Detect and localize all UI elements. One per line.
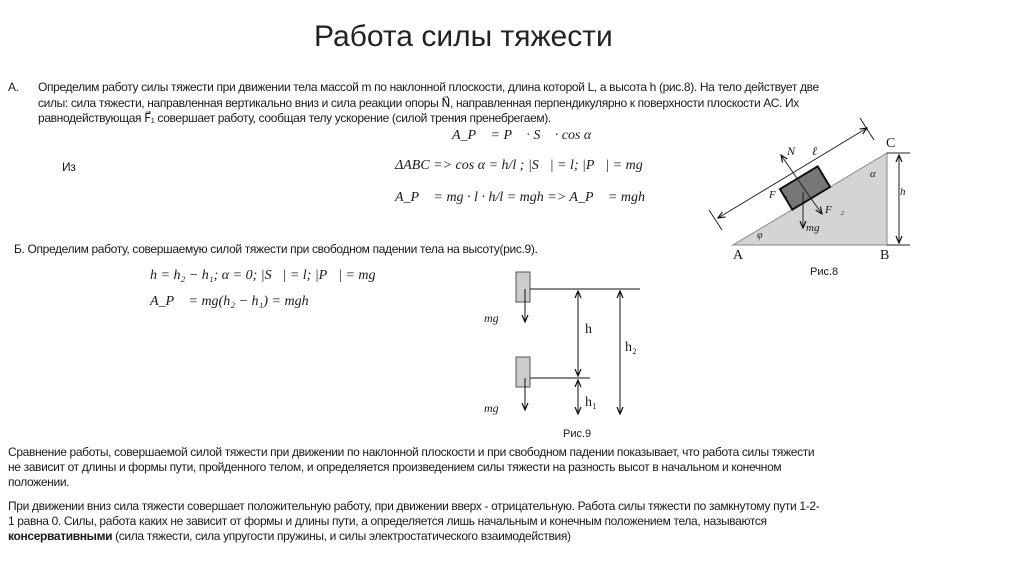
block-bottom bbox=[516, 357, 530, 387]
label-f1: F⃗₁ bbox=[769, 189, 789, 201]
fig9-caption: Рис.9 bbox=[563, 428, 592, 440]
formula: h = h₂ − h₁; α = 0; |S⃗| = l; |P⃗| = mg bbox=[150, 268, 376, 283]
fig8-caption: Рис.8 bbox=[810, 266, 839, 278]
formula: A_P⃗ = mg(h₂ − h₁) = mgh bbox=[150, 294, 309, 309]
from-label: Из bbox=[62, 160, 76, 174]
label-a: A bbox=[733, 248, 744, 263]
section-a-line: равнодействующая F⃗₁ совершает работу, сообщая телу ускорение (силой трения пренебрегаем). bbox=[38, 111, 551, 125]
section-b-text: Б. Определим работу, совершаемую силой тяжести при свободном падении тела на высоту(рис.9). bbox=[14, 242, 538, 256]
label-f2: F⃗₂ bbox=[825, 204, 845, 216]
conservative-term: консервативными bbox=[8, 529, 113, 543]
label-c: C bbox=[886, 136, 896, 151]
label-h-fig9: h bbox=[585, 322, 592, 337]
conclusion-line: При движении вниз сила тяжести совершает положительную работу, при движении вверх - отрицательную. Работа силы тяжести по замкнутому пути 1-2- bbox=[8, 499, 820, 513]
label-b: B bbox=[880, 248, 890, 263]
conclusion-line: не зависит от длины и формы пути, пройденного телом, и определяется произведением силы тяжести на разность высот в начальном и конечном bbox=[8, 460, 782, 474]
section-a-marker: А. bbox=[8, 80, 19, 94]
formula: ΔABC => cos α = h/l ; |S⃗| = l; |P⃗| = mg bbox=[395, 158, 643, 173]
formula: A_P⃗ = mg · l · h/l = mgh => A_P⃗ = mgh bbox=[395, 190, 645, 205]
label-mg-top: mg⃗ bbox=[484, 311, 508, 325]
label-alpha: α bbox=[870, 168, 876, 180]
section-a-line: Определим работу силы тяжести при движении тела массой m по наклонной плоскости, длина которой L, а высота h (рис.8). На тело действует две bbox=[38, 80, 819, 94]
label-phi: φ bbox=[757, 230, 763, 241]
page-title: Работа силы тяжести bbox=[314, 20, 613, 53]
conclusion-line: 1 равна 0. Силы, работа каких не зависит от формы и длины пути, а определяется лишь начальным и конечным положением тела, называются bbox=[8, 514, 767, 528]
label-mg: mg⃗ bbox=[806, 222, 828, 234]
block-top bbox=[516, 272, 530, 302]
label-mg-bottom: mg⃗ bbox=[484, 401, 508, 415]
label-n: N⃗ bbox=[787, 144, 805, 158]
conclusion-tail: (сила тяжести, сила упругости пружины, и силы электростатического взаимодействия) bbox=[112, 529, 571, 543]
formula: A_P⃗ = P⃗ · S⃗ · cos α bbox=[452, 128, 592, 143]
label-h2: h₂ bbox=[625, 340, 637, 355]
label-h1: h₁ bbox=[585, 395, 597, 410]
conclusion-line bbox=[8, 529, 571, 543]
label-h: h bbox=[900, 186, 906, 198]
label-l: ℓ bbox=[812, 144, 817, 158]
conclusion-line: Сравнение работы, совершаемой силой тяжести при движении по наклонной плоскости и при свободном падении показывает, что работа силы тяжести bbox=[8, 445, 815, 459]
figure-9-free-fall bbox=[516, 272, 640, 414]
conclusion-line: положении. bbox=[8, 475, 70, 489]
section-a-line: силы: сила тяжести, направленная вертикально вниз и сила реакции опоры N⃗, направленная перпендикулярно к поверхности плоскости АС. Их bbox=[38, 96, 799, 110]
